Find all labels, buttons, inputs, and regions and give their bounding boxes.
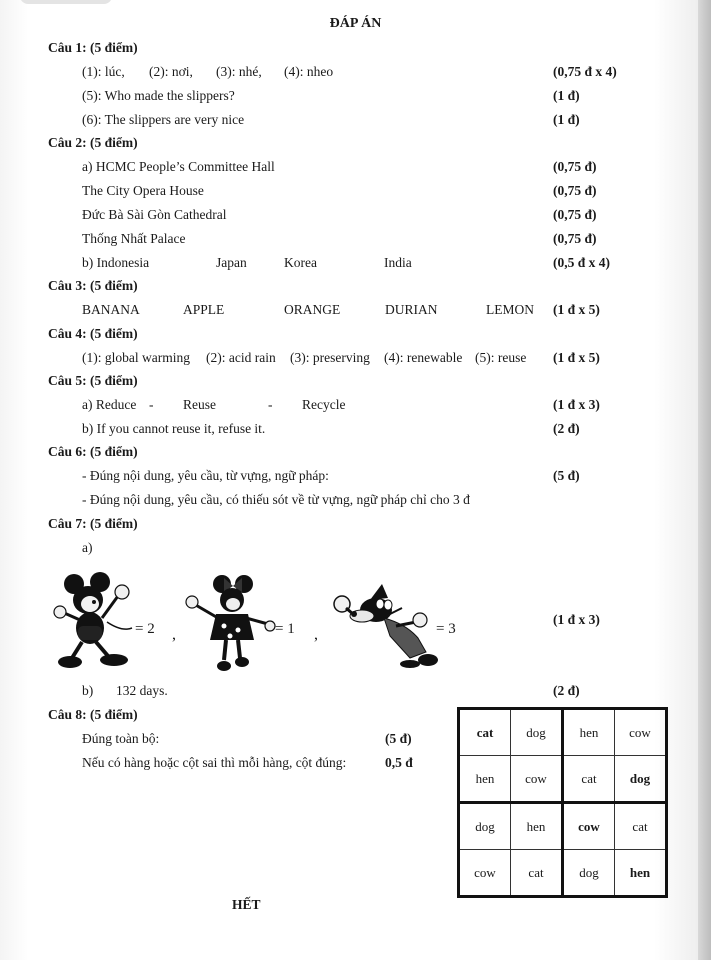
q5-a-separator: - [268, 397, 273, 412]
q5-a-separator: - [149, 397, 154, 412]
q7-a-label: a) [82, 540, 93, 555]
mickey-illustration [52, 572, 136, 668]
q4-item: (3): preserving [290, 350, 370, 365]
q7-heading: Câu 7: (5 điểm) [48, 516, 138, 531]
q4-item: (1): global warming [82, 350, 190, 365]
q2-a-score: (0,75 đ) [553, 231, 597, 246]
q6-heading: Câu 6: (5 điểm) [48, 444, 138, 459]
q7-equation: = 2 [135, 621, 155, 637]
q1-score-3: (1 đ) [553, 112, 580, 127]
grid-cell: hen [615, 850, 667, 897]
q8-line-1: Đúng toàn bộ: [82, 731, 160, 746]
q3-heading: Câu 3: (5 điểm) [48, 278, 138, 293]
q5-b-score: (2 đ) [553, 421, 580, 436]
minnie-illustration [184, 574, 276, 672]
q7-separator: , [314, 626, 318, 643]
q4-item: (4): renewable [384, 350, 463, 365]
grid-cell: cat [615, 803, 667, 850]
q5-a-item: Recycle [302, 397, 346, 412]
q7-b-text: 132 days. [116, 683, 168, 698]
q4-item: (5): reuse [475, 350, 527, 365]
q1-answer-6: (6): The slippers are very nice [82, 112, 245, 127]
grid-cell: cow [563, 803, 615, 850]
page-tab-decoration [20, 0, 112, 4]
q5-a-score: (1 đ x 3) [553, 397, 600, 412]
q2-b-score: (0,5 đ x 4) [553, 255, 610, 270]
page-edge-shadow [698, 0, 711, 960]
grid-cell: cow [459, 850, 511, 897]
q1-answer-1: (1): lúc, [82, 64, 125, 79]
q5-heading: Câu 5: (5 điểm) [48, 373, 138, 388]
q1-heading: Câu 1: (5 điểm) [48, 40, 138, 55]
q3-score: (1 đ x 5) [553, 302, 600, 317]
q6-score: (5 đ) [553, 468, 580, 483]
q2-a-score: (0,75 đ) [553, 183, 597, 198]
grid-cell: hen [511, 803, 563, 850]
q2-heading: Câu 2: (5 điểm) [48, 135, 138, 150]
q5-a-item: a) Reduce [82, 397, 137, 412]
q6-line-2: - Đúng nội dung, yêu cầu, có thiếu sót về từ vựng, ngữ pháp chỉ cho 3 đ [82, 492, 470, 507]
q2-b-item: b) Indonesia [82, 255, 150, 270]
q3-item: ORANGE [284, 302, 341, 317]
grid-cell: dog [511, 709, 563, 756]
grid-cell: dog [563, 850, 615, 897]
q1-answer-3: (3): nhé, [216, 64, 262, 79]
q4-item: (2): acid rain [206, 350, 276, 365]
q1-answer-5: (5): Who made the slippers? [82, 88, 235, 103]
q3-item: LEMON [486, 302, 534, 317]
q4-heading: Câu 4: (5 điểm) [48, 326, 138, 341]
q7-equation: = 1 [275, 621, 295, 637]
q2-b-item: India [384, 255, 412, 270]
grid-cell: dog [459, 803, 511, 850]
q7-b-label: b) [82, 683, 94, 698]
q2-a-score: (0,75 đ) [553, 207, 597, 222]
q7-separator: , [172, 626, 176, 643]
q7-a-score: (1 đ x 3) [553, 612, 600, 627]
grid-cell: cow [511, 756, 563, 803]
grid-cell: dog [615, 756, 667, 803]
q8-score-1: (5 đ) [385, 731, 412, 746]
q4-score: (1 đ x 5) [553, 350, 600, 365]
q8-line-2: Nếu có hàng hoặc cột sai thì mỗi hàng, cột đúng: [82, 755, 347, 770]
q2-a-item: Thống Nhất Palace [82, 231, 186, 246]
q8-heading: Câu 8: (5 điểm) [48, 707, 138, 722]
q7-b-score: (2 đ) [553, 683, 580, 698]
sudoku-grid [457, 707, 668, 898]
q6-line-1: - Đúng nội dung, yêu cầu, từ vựng, ngữ pháp: [82, 468, 329, 483]
q2-a-item: a) HCMC People’s Committee Hall [82, 159, 275, 174]
q2-b-item: Korea [284, 255, 317, 270]
grid-cell: hen [459, 756, 511, 803]
q3-item: APPLE [183, 302, 225, 317]
q2-a-item: Đức Bà Sài Gòn Cathedral [82, 207, 227, 222]
q3-item: DURIAN [385, 302, 438, 317]
q2-b-item: Japan [216, 255, 247, 270]
q7-equation: = 3 [436, 621, 456, 637]
q2-a-item: The City Opera House [82, 183, 204, 198]
q5-a-item: Reuse [183, 397, 216, 412]
q1-score-2: (1 đ) [553, 88, 580, 103]
grid-cell: cat [459, 709, 511, 756]
q1-answer-2: (2): nơi, [149, 64, 193, 79]
q1-answer-4: (4): nheo [284, 64, 334, 79]
grid-cell: cat [563, 756, 615, 803]
q3-item: BANANA [82, 302, 140, 317]
grid-cell: cat [511, 850, 563, 897]
q5-b-text: b) If you cannot reuse it, refuse it. [82, 421, 266, 436]
grid-cell: cow [615, 709, 667, 756]
footer-end: HẾT [232, 897, 261, 912]
q2-a-score: (0,75 đ) [553, 159, 597, 174]
page-title: ĐÁP ÁN [329, 16, 382, 31]
q1-score-1: (0,75 đ x 4) [553, 64, 617, 79]
grid-cell: hen [563, 709, 615, 756]
goofy-illustration [330, 578, 440, 668]
q8-score-2: 0,5 đ [385, 755, 413, 770]
